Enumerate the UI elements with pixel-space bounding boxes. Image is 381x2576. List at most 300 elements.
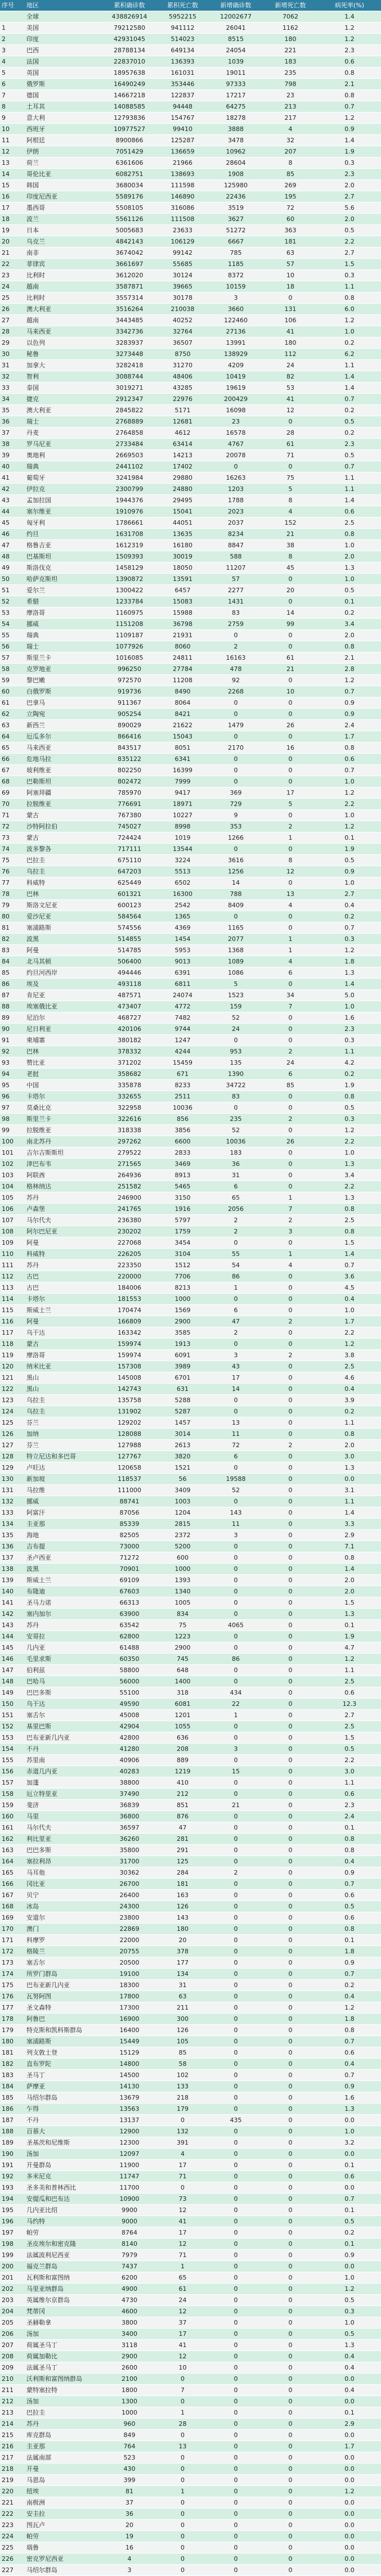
row-cumulative-deaths: 30178 — [156, 292, 209, 304]
row-new-deaths: 183 — [263, 56, 318, 67]
row-region: 乌克兰 — [25, 236, 102, 247]
table-row — [0, 2419, 381, 2430]
row-cumulative-cases: 7051429 — [102, 146, 156, 157]
table-row — [0, 1597, 381, 1609]
table-row — [0, 1159, 381, 1170]
row-cumulative-cases: 5589176 — [102, 191, 156, 202]
row-new-cases: 17217 — [209, 90, 263, 101]
row-new-deaths: 0 — [263, 2486, 318, 2497]
table-row — [0, 2509, 381, 2520]
row-region: 黑山 — [25, 1384, 102, 1395]
row-new-cases: 0 — [209, 1856, 263, 1867]
row-index: 185 — [0, 2092, 25, 2104]
table-row — [0, 1069, 381, 1080]
row-cumulative-deaths: 2511 — [156, 1091, 209, 1102]
row-cumulative-cases: 118537 — [102, 1474, 156, 1485]
row-new-deaths: 207 — [263, 146, 318, 157]
row-cumulative-deaths: 1000 — [156, 1564, 209, 1575]
row-index: 158 — [0, 1789, 25, 1800]
row-fatality-rate: 0.5 — [318, 1901, 381, 1912]
row-fatality-rate: 2.8 — [318, 664, 381, 675]
table-row — [0, 1429, 381, 1440]
row-region: 埃塞俄比亚 — [25, 1001, 102, 1012]
row-fatality-rate: 0.6 — [318, 2047, 381, 2059]
row-new-deaths: 0 — [263, 1181, 318, 1192]
row-fatality-rate: 0.2 — [318, 337, 381, 349]
row-cumulative-deaths: 1223 — [156, 1631, 209, 1642]
row-cumulative-deaths: 24 — [156, 2295, 209, 2306]
row-region: 伯利兹 — [25, 1665, 102, 1676]
row-fatality-rate: 1.2 — [318, 945, 381, 956]
row-fatality-rate: 1.8 — [318, 1946, 381, 1957]
row-region: 格陵兰 — [25, 1946, 102, 1957]
table-row — [0, 1856, 381, 1867]
row-index: 70 — [0, 799, 25, 810]
row-new-deaths: 0 — [263, 1125, 318, 1136]
row-new-cases: 0 — [209, 1575, 263, 1586]
row-fatality-rate: 1.2 — [318, 787, 381, 799]
row-new-cases: 0 — [209, 2250, 263, 2261]
table-row — [0, 2374, 381, 2385]
row-new-deaths: 0 — [263, 2374, 318, 2385]
row-region: 苏丹 — [25, 2419, 102, 2430]
row-fatality-rate: 0.4 — [318, 2351, 381, 2362]
row-cumulative-cases: 55100 — [102, 1687, 156, 1699]
row-region: 巴巴多斯 — [25, 1845, 102, 1856]
row-new-deaths: 0 — [263, 2250, 318, 2261]
row-fatality-rate: 2.2 — [318, 1181, 381, 1192]
row-fatality-rate: 1.1 — [318, 1777, 381, 1789]
row-cumulative-cases: 430 — [102, 2464, 156, 2475]
row-new-cases: 19619 — [209, 382, 263, 394]
row-fatality-rate: 0.8 — [318, 1834, 381, 1845]
row-new-deaths: 63 — [263, 247, 318, 259]
row-region: 圣皮埃尔和密克隆 — [25, 2239, 102, 2250]
row-cumulative-cases: 129202 — [102, 1417, 156, 1429]
table-row — [0, 146, 381, 157]
table-row — [0, 1170, 381, 1181]
row-cumulative-cases: 8764 — [102, 2227, 156, 2239]
row-cumulative-deaths: 41 — [156, 2340, 209, 2351]
row-index: 148 — [0, 1676, 25, 1687]
row-new-deaths: 0 — [263, 1811, 318, 1822]
row-new-deaths: 0 — [263, 2239, 318, 2250]
row-cumulative-deaths: 3469 — [156, 1159, 209, 1170]
row-new-cases: 24 — [209, 1024, 263, 1035]
row-new-deaths: 6 — [263, 1069, 318, 1080]
row-cumulative-cases: 45008 — [102, 1710, 156, 1721]
table-row — [0, 22, 381, 34]
row-index: 7 — [0, 90, 25, 101]
row-region: 圣基茨和尼维斯 — [25, 2137, 102, 2149]
row-cumulative-deaths: 212 — [156, 1789, 209, 1800]
row-new-deaths: 0 — [263, 697, 318, 709]
row-fatality-rate: 0.8 — [318, 67, 381, 79]
row-fatality-rate: 0.2 — [318, 607, 381, 619]
row-new-deaths: 0 — [263, 2419, 318, 2430]
row-region: 哥伦比亚 — [25, 169, 102, 180]
row-new-deaths: 0 — [263, 1980, 318, 1991]
row-region: 帕劳 — [25, 2227, 102, 2239]
row-region: 俄罗斯 — [25, 79, 102, 90]
row-cumulative-cases: 675110 — [102, 855, 156, 866]
row-index: 202 — [0, 2284, 25, 2295]
table-row — [0, 112, 381, 124]
row-new-cases: 0 — [209, 2194, 263, 2205]
row-new-cases: 22 — [209, 1699, 263, 1710]
row-cumulative-cases: 890029 — [102, 720, 156, 731]
row-fatality-rate: 4.2 — [318, 1057, 381, 1069]
row-index: 147 — [0, 1665, 25, 1676]
row-new-deaths: 14 — [263, 607, 318, 619]
row-new-deaths: 0 — [263, 461, 318, 472]
row-index: 165 — [0, 1867, 25, 1879]
row-new-cases: 1 — [209, 1282, 263, 1294]
row-fatality-rate: 1.2 — [318, 22, 381, 34]
table-row — [0, 562, 381, 574]
row-index: 103 — [0, 1170, 25, 1181]
row-index: 89 — [0, 1012, 25, 1024]
row-cumulative-deaths: 648 — [156, 1665, 209, 1676]
row-new-deaths: 0 — [263, 2497, 318, 2509]
row-fatality-rate: 1.2 — [318, 2284, 381, 2295]
row-new-deaths: 1 — [263, 945, 318, 956]
row-region: 斯里兰卡 — [25, 652, 102, 664]
row-index: 87 — [0, 990, 25, 1001]
row-region: 格林纳达 — [25, 1181, 102, 1192]
row-cumulative-cases: 14130 — [102, 2081, 156, 2092]
row-new-deaths: 0 — [263, 2475, 318, 2486]
table-row — [0, 1732, 381, 1744]
row-index: 189 — [0, 2137, 25, 2149]
row-new-deaths: 0 — [263, 1485, 318, 1496]
row-cumulative-cases: 70901 — [102, 1564, 156, 1575]
row-cumulative-deaths: 21966 — [156, 157, 209, 169]
row-cumulative-deaths: 37 — [156, 2317, 209, 2329]
row-new-deaths: 0 — [263, 1035, 318, 1046]
row-cumulative-cases: 1786661 — [102, 517, 156, 529]
table-row — [0, 810, 381, 821]
row-index: 123 — [0, 1395, 25, 1406]
row-region: 库克群岛 — [25, 2430, 102, 2441]
row-region: 法属波利尼西亚 — [25, 2250, 102, 2261]
row-new-deaths: 0 — [263, 1924, 318, 1935]
row-index: 181 — [0, 2047, 25, 2059]
row-new-cases: 47 — [209, 1316, 263, 1327]
table-row — [0, 2272, 381, 2284]
row-cumulative-cases: 2100 — [102, 2374, 156, 2385]
row-index: 80 — [0, 911, 25, 922]
row-index: 17 — [0, 202, 25, 214]
row-index: 9 — [0, 112, 25, 124]
row-region: 加纳 — [25, 1429, 102, 1440]
row-cumulative-deaths: 6502 — [156, 877, 209, 889]
row-region: 尼泊尔 — [25, 1012, 102, 1024]
row-fatality-rate: 0.4 — [318, 900, 381, 911]
row-new-deaths: 0 — [263, 1710, 318, 1721]
table-row — [0, 2396, 381, 2407]
row-index: 125 — [0, 1417, 25, 1429]
row-region: 爱沙尼亚 — [25, 911, 102, 922]
table-row — [0, 1800, 381, 1811]
row-index: 124 — [0, 1406, 25, 1417]
row-new-deaths: 0 — [263, 1474, 318, 1485]
row-fatality-rate: 0.3 — [318, 2306, 381, 2317]
row-region: 几内亚比绍 — [25, 2205, 102, 2216]
row-new-cases: 0 — [209, 2092, 263, 2104]
row-fatality-rate: 0.5 — [318, 225, 381, 236]
row-new-cases: 159 — [209, 1001, 263, 1012]
row-cumulative-deaths: 23633 — [156, 225, 209, 236]
row-region: 希腊 — [25, 596, 102, 607]
row-cumulative-cases: 1300422 — [102, 585, 156, 596]
row-cumulative-cases: 170474 — [102, 1305, 156, 1316]
row-cumulative-deaths: 36507 — [156, 337, 209, 349]
row-region: 马恩岛 — [25, 2475, 102, 2486]
row-index: 54 — [0, 619, 25, 630]
row-index: 106 — [0, 1204, 25, 1215]
row-cumulative-cases: 236380 — [102, 1215, 156, 1226]
row-new-deaths: 0 — [263, 1327, 318, 1339]
row-new-cases: 478 — [209, 664, 263, 675]
row-region: 汤加 — [25, 2396, 102, 2407]
row-index: 214 — [0, 2419, 25, 2430]
row-region: 巴拉圭 — [25, 855, 102, 866]
row-cumulative-deaths: 3989 — [156, 1361, 209, 1372]
row-fatality-rate: 1.8 — [318, 2014, 381, 2025]
row-new-cases: 1788 — [209, 495, 263, 506]
row-region: 科威特 — [25, 877, 102, 889]
row-index: 122 — [0, 1384, 25, 1395]
row-index: 113 — [0, 1282, 25, 1294]
row-new-cases: 0 — [209, 2261, 263, 2272]
table-row — [0, 1519, 381, 1530]
row-new-cases: 4065 — [209, 1620, 263, 1631]
row-fatality-rate: 1.6 — [318, 1012, 381, 1024]
row-new-cases: 2 — [209, 1327, 263, 1339]
row-cumulative-cases: 16400 — [102, 2025, 156, 2036]
row-cumulative-cases: 1800 — [102, 2385, 156, 2396]
row-new-cases: 0 — [209, 1294, 263, 1305]
row-cumulative-deaths: 63414 — [156, 439, 209, 450]
row-cumulative-cases: 12300 — [102, 2137, 156, 2149]
row-new-cases: 729 — [209, 799, 263, 810]
row-fatality-rate: 2.1 — [318, 652, 381, 664]
row-new-cases: 52 — [209, 1125, 263, 1136]
row-fatality-rate: 2.2 — [318, 1755, 381, 1766]
row-region: 拉脱维亚 — [25, 1125, 102, 1136]
row-region: 马拉维 — [25, 1485, 102, 1496]
row-cumulative-cases: 13563 — [102, 2104, 156, 2115]
row-fatality-rate: 0.0 — [318, 2261, 381, 2272]
table-row — [0, 1834, 381, 1845]
row-cumulative-cases: 4600 — [102, 2306, 156, 2317]
row-region: 智利 — [25, 371, 102, 382]
table-row — [0, 686, 381, 697]
table-row — [0, 1744, 381, 1755]
row-new-cases: 785 — [209, 247, 263, 259]
row-cumulative-deaths: 1019 — [156, 832, 209, 844]
row-new-deaths: 0 — [263, 675, 318, 686]
table-row — [0, 2284, 381, 2295]
row-new-deaths: 99 — [263, 619, 318, 630]
table-row — [0, 877, 381, 889]
table-row — [0, 799, 381, 810]
row-new-cases: 52 — [209, 1012, 263, 1024]
row-cumulative-deaths: 1219 — [156, 1766, 209, 1777]
row-new-cases: 0 — [209, 1901, 263, 1912]
row-new-deaths: 0 — [263, 2362, 318, 2374]
row-cumulative-deaths: 5513 — [156, 866, 209, 877]
row-new-deaths: 0 — [263, 1552, 318, 1564]
row-cumulative-cases: 3273448 — [102, 349, 156, 360]
row-new-cases: 2023 — [209, 506, 263, 517]
row-index: 10 — [0, 124, 25, 135]
row-cumulative-deaths: 834 — [156, 1609, 209, 1620]
row-new-deaths: 0 — [263, 2520, 318, 2531]
row-fatality-rate: 1.2 — [318, 675, 381, 686]
row-cumulative-cases: 159974 — [102, 1350, 156, 1361]
row-region: 南非 — [25, 247, 102, 259]
row-cumulative-cases: 724424 — [102, 832, 156, 844]
row-new-deaths: 0 — [263, 2441, 318, 2452]
row-new-deaths: 0 — [263, 1856, 318, 1867]
row-cumulative-cases: 574556 — [102, 922, 156, 934]
row-index: 152 — [0, 1721, 25, 1732]
table-row — [0, 1710, 381, 1721]
table-row — [0, 1080, 381, 1091]
row-fatality-rate: 0.6 — [318, 1789, 381, 1800]
table-row — [0, 1687, 381, 1699]
row-new-deaths: 61 — [263, 439, 318, 450]
row-new-cases: 22436 — [209, 191, 263, 202]
table-row — [0, 2239, 381, 2250]
row-index: 200 — [0, 2261, 25, 2272]
row-new-deaths: 0 — [263, 2059, 318, 2070]
row-cumulative-cases: 37490 — [102, 1789, 156, 1800]
table-row — [0, 259, 381, 270]
row-new-cases: 3660 — [209, 304, 263, 315]
row-cumulative-cases: 1300 — [102, 2396, 156, 2407]
row-cumulative-cases: 127988 — [102, 1440, 156, 1451]
table-row — [0, 157, 381, 169]
row-new-deaths: 0 — [263, 1564, 318, 1575]
row-cumulative-deaths: 56 — [156, 1474, 209, 1485]
row-fatality-rate: 0.0 — [318, 2542, 381, 2554]
row-region: 斯洛伐克 — [25, 562, 102, 574]
row-cumulative-deaths: 125 — [156, 1856, 209, 1867]
row-fatality-rate: 0.2 — [318, 2227, 381, 2239]
row-cumulative-deaths: 410 — [156, 1777, 209, 1789]
row-index: 108 — [0, 1226, 25, 1237]
row-index: 224 — [0, 2531, 25, 2542]
row-fatality-rate: 3.3 — [318, 1519, 381, 1530]
row-region: 巴哈马 — [25, 1676, 102, 1687]
row-cumulative-cases: 3342736 — [102, 326, 156, 337]
row-cumulative-cases: 10977527 — [102, 124, 156, 135]
row-fatality-rate: 0.3 — [318, 1035, 381, 1046]
row-cumulative-deaths: 99142 — [156, 247, 209, 259]
row-index: 76 — [0, 866, 25, 877]
row-index: 186 — [0, 2104, 25, 2115]
row-new-cases: 6 — [209, 1181, 263, 1192]
row-index: 172 — [0, 1946, 25, 1957]
row-cumulative-deaths: 1457 — [156, 1417, 209, 1429]
row-index: 38 — [0, 439, 25, 450]
row-cumulative-deaths: 71 — [156, 2250, 209, 2261]
row-new-cases: 0 — [209, 2126, 263, 2137]
row-cumulative-deaths: 318 — [156, 1687, 209, 1699]
table-row — [0, 1305, 381, 1316]
row-region: 西班牙 — [25, 124, 102, 135]
row-region: 安提瓜和巴布达 — [25, 2194, 102, 2205]
row-cumulative-deaths: 5200 — [156, 1541, 209, 1552]
row-fatality-rate: 1.4 — [318, 495, 381, 506]
table-row — [0, 1631, 381, 1642]
row-index: 4 — [0, 56, 25, 67]
row-index: 110 — [0, 1249, 25, 1260]
table-row — [0, 1024, 381, 1035]
row-region: 莫桑比克 — [25, 1102, 102, 1114]
row-new-deaths: 0 — [263, 2554, 318, 2565]
row-cumulative-deaths: 284 — [156, 1867, 209, 1879]
row-index: 121 — [0, 1372, 25, 1384]
row-region: 圭亚那 — [25, 1519, 102, 1530]
row-new-deaths: 0 — [263, 2137, 318, 2149]
row-fatality-rate: 1.3 — [318, 1609, 381, 1620]
row-fatality-rate: 1.1 — [318, 1665, 381, 1676]
row-fatality-rate: 0.1 — [318, 596, 381, 607]
row-cumulative-cases: 1016085 — [102, 652, 156, 664]
row-region: 越南 — [25, 315, 102, 326]
row-new-deaths: 0 — [263, 1732, 318, 1744]
row-region: 瓦利斯和富图纳 — [25, 2272, 102, 2284]
row-fatality-rate: 0.8 — [318, 742, 381, 754]
row-region: 瑞士 — [25, 416, 102, 427]
row-cumulative-deaths: 3585 — [156, 1327, 209, 1339]
row-index: 98 — [0, 1114, 25, 1125]
row-new-cases: 953 — [209, 1046, 263, 1057]
row-new-deaths: 0 — [263, 1687, 318, 1699]
row-index — [0, 11, 25, 22]
row-fatality-rate: 0.6 — [318, 754, 381, 765]
row-cumulative-cases: 332655 — [102, 1091, 156, 1102]
row-cumulative-deaths: 2815 — [156, 1519, 209, 1530]
row-region: 圣文森特 — [25, 2002, 102, 2014]
row-cumulative-cases: 960 — [102, 2419, 156, 2430]
row-new-deaths: 8 — [263, 855, 318, 866]
table-row — [0, 427, 381, 439]
header-new-cases: 新增确诊数 — [209, 0, 263, 11]
row-region: 赞比亚 — [25, 1057, 102, 1069]
row-fatality-rate: 0.0 — [318, 2374, 381, 2385]
table-row — [0, 2430, 381, 2441]
row-fatality-rate: 1.3 — [318, 2104, 381, 2115]
table-row — [0, 1845, 381, 1856]
row-new-deaths: 0 — [263, 1530, 318, 1541]
table-row — [0, 821, 381, 832]
row-cumulative-deaths: 3150 — [156, 1192, 209, 1204]
row-new-cases: 0 — [209, 2385, 263, 2396]
row-index: 11 — [0, 135, 25, 146]
row-region: 塞浦路斯 — [25, 2036, 102, 2047]
row-region: 波兰 — [25, 214, 102, 225]
row-region: 巴林 — [25, 1046, 102, 1057]
table-row — [0, 765, 381, 776]
row-region: 百慕大 — [25, 2126, 102, 2137]
row-index: 114 — [0, 1294, 25, 1305]
row-cumulative-deaths: 0 — [156, 2475, 209, 2486]
